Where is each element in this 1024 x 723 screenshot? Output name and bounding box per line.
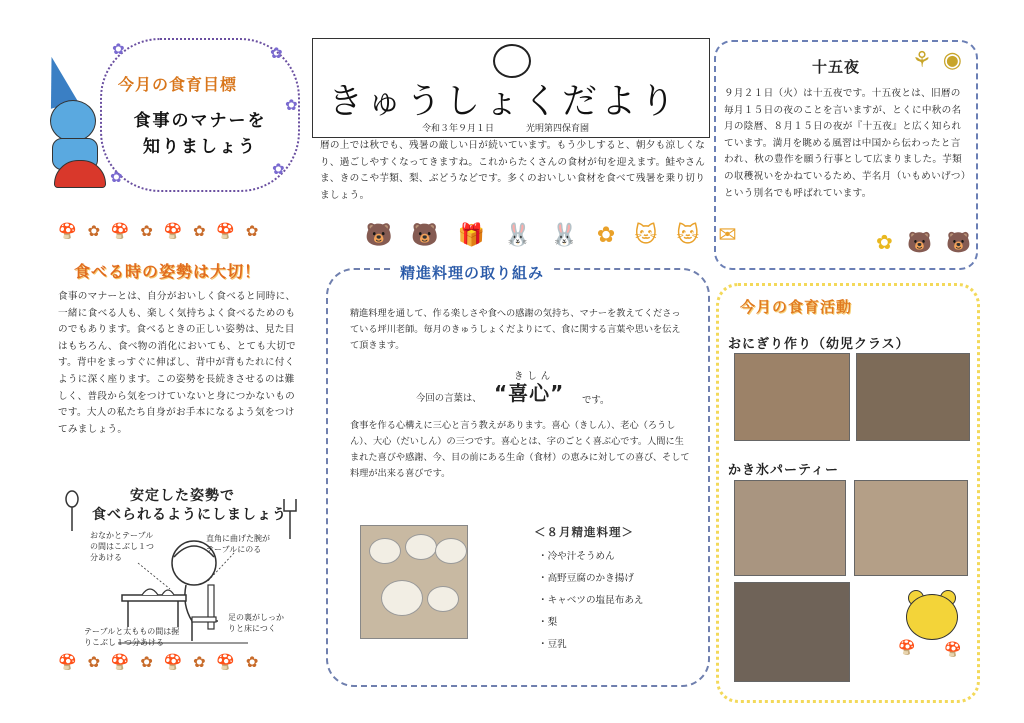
- stable-heading-line2: 食べられるようにしましょう: [92, 507, 287, 523]
- bowl-icon: [369, 538, 401, 564]
- bowl-icon: [435, 538, 467, 564]
- flower-icon: ✿: [112, 40, 125, 58]
- goal-text: [110, 108, 290, 160]
- tsukimi-dango-icon: ⚘ ◉: [912, 48, 964, 73]
- jugoya-heading: 十五夜: [812, 58, 861, 76]
- menu-item: ・冷や汁そうめん: [538, 551, 615, 562]
- goal-line-1: 食事のマナーを: [133, 111, 267, 131]
- menu-item: ・梨: [538, 617, 558, 628]
- note-feet: 足の裏がしっかりと床につく: [228, 613, 284, 633]
- posture-heading: 食べる時の姿勢は大切！: [74, 262, 262, 281]
- mushroom-icon: 🍄: [944, 642, 962, 658]
- flower-icon: ✿: [285, 96, 298, 114]
- bear-icon: [906, 594, 958, 640]
- august-menu-heading: ＜８月精進料理＞: [534, 525, 634, 539]
- rice-emblem-icon: [493, 44, 531, 78]
- kishin-paragraph: 食事を作る心構えに三心と言う教えがあります。喜心（きしん）、老心（ろうしん）、大心（だいしん）の三つです。喜心とは、字のごとく喜ぶ心です。人間に生まれた喜びや感謝、今、目の前にある生命（食材）の恵みに対しての喜び、そして料理が出来る喜びです。: [350, 420, 690, 479]
- onigiri-photo-2: [856, 353, 970, 441]
- activity-heading: 今月の食育活動: [740, 298, 853, 316]
- goal-line-2: 知りましょう: [143, 137, 257, 157]
- kotoba-suffix: です。: [582, 395, 610, 406]
- kakigori-photo-3: [734, 582, 850, 682]
- mushroom-icon: 🍄: [898, 640, 916, 656]
- intro-paragraph: 暦の上では秋でも、残暑の厳しい日が続いています。もう少しすると、朝夕も涼しくなり、過ごしやすくなってきますね。これからたくさんの食材が旬を迎えます。鮭やさんま、きのこや芋類、梨、ぶどうなどです。多くのおいしい食材を食べて残暑を乗り切りましょう。: [320, 140, 706, 201]
- bowl-icon: [381, 580, 423, 616]
- note-thigh: テーブルと太ももの間は握りこぶし１つ分あける: [84, 627, 180, 647]
- menu-item: ・キャベツの塩昆布あえ: [538, 595, 644, 606]
- animal-row-icon: 🐻 🐻 🎁 🐰 🐰 ✿ 🐱 🐱 ✉: [365, 223, 743, 248]
- moon-rabbit-icon: ✿ 🐻 🐻: [876, 230, 976, 254]
- stable-heading-line1: 安定した姿勢で: [130, 488, 235, 504]
- menu-item: ・豆乳: [538, 639, 567, 650]
- menu-item: ・高野豆腐のかき揚げ: [538, 573, 634, 584]
- posture-body: 食事のマナーとは、自分がおいしく食べると同時に、一緒に食べる人も、楽しく気持ちよく食べるためのものでもあります。食べるときの正しい姿勢は、見た目はもちろん、食べ物の消化においても、とても大切です。背中をまっすぐに伸ばし、背中が背もたれに付くように深く座ります。この姿勢を長続きさせるのは難しく、普段から気をつけていないと身につかないものです。大人の私たち自身がお手本になるよう気をつけてみましょう。: [58, 291, 297, 435]
- onigiri-heading: おにぎり作り（幼児クラス）: [728, 337, 910, 352]
- mushroom-row-icon: 🍄 ✿ 🍄 ✿ 🍄 ✿ 🍄 ✿: [58, 222, 262, 240]
- issue-date: 令和３年９月１日: [422, 124, 495, 134]
- shojin-heading: 精進料理の取り組み: [392, 262, 552, 283]
- note-stomach: おなかとテーブルの間はこぶし１つ分あける: [90, 531, 154, 562]
- shojin-meal-photo: [360, 525, 468, 639]
- kakigori-photo-2: [854, 480, 968, 576]
- page-title: きゅうしょくだより: [328, 82, 680, 122]
- flower-icon: ✿: [270, 44, 283, 62]
- kakigori-photo-1: [734, 480, 846, 576]
- kotoba-prefix: 今回の言葉は、: [416, 393, 482, 404]
- mushroom-row-icon: 🍄 ✿ 🍄 ✿ 🍄 ✿ 🍄 ✿: [58, 653, 262, 671]
- kakigori-heading: かき氷パーティー: [728, 463, 839, 478]
- organization-name: 光明第四保育園: [526, 124, 590, 134]
- bowl-icon: [405, 534, 437, 560]
- flower-icon: ✿: [272, 160, 285, 178]
- mascot-icon: [50, 100, 96, 142]
- flower-icon: ✿: [110, 168, 123, 186]
- bowl-icon: [427, 586, 459, 612]
- note-elbow: 直角に曲げた腕がテーブルにのる: [206, 534, 270, 554]
- kotoba-ruby: きしん: [514, 371, 555, 382]
- onigiri-photo-1: [734, 353, 850, 441]
- shojin-intro: 精進料理を通して、作る楽しさや食への感謝の気持ち、マナーを教えてくださっている坪川老師。毎月のきゅうしょくだよりにて、食に関する言葉や思いを伝えて頂きます。: [350, 308, 681, 351]
- jugoya-body: ９月２１日（火）は十五夜です。十五夜とは、旧暦の毎月１５日の夜のことを言いますが、とくに中秋の名月の陰暦、８月１５日の夜が『十五夜』と広く知られています。満月を眺める風習は中国から伝わったと言われ、秋の豊作を願う行事として広まりました。芋類の収穫祝いをかねているため、芋名月（いもめいげつ）という別名でも呼ばれています。: [724, 88, 966, 199]
- kotoba-word: “喜心”: [494, 381, 565, 405]
- goal-heading: 今月の食育目標: [118, 75, 238, 94]
